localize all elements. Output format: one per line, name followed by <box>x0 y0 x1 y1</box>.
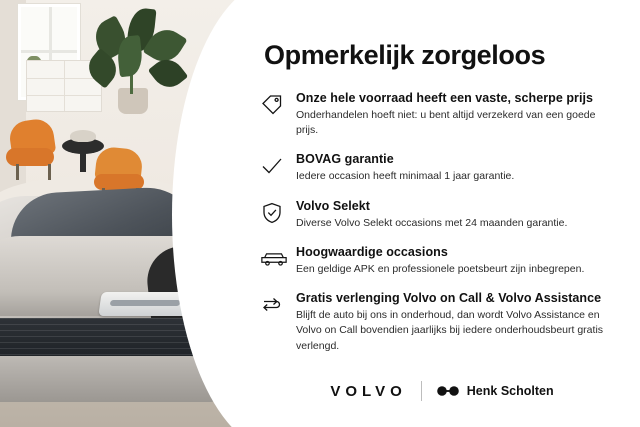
feature-description: Blijft de auto bij ons in onderhoud, dan wordt Volvo Assistance en Volvo on Call bovendien jaarlijks bij iedere onderhoudsbeurt gratis verlengd. <box>296 309 604 352</box>
feature-title: BOVAG garantie <box>296 152 394 167</box>
chair-leg <box>48 164 51 180</box>
feature-description: Diverse Volvo Selekt occasions met 24 maanden garantie. <box>296 216 568 229</box>
dealer-branding <box>436 384 554 398</box>
list-item <box>260 245 614 277</box>
feature-description: Onderhandelen hoeft niet: u bent altijd verzekerd van een goede prijs. <box>296 109 596 137</box>
list-item <box>260 291 614 354</box>
side-table-leg <box>80 150 86 172</box>
feature-title: Onze hele voorraad heeft een vaste, scherpe prijs <box>296 91 594 105</box>
plant-pot <box>118 88 148 114</box>
exchange-arrows-icon <box>260 291 296 317</box>
list-item <box>260 199 614 231</box>
dealer-name: Henk Scholten <box>466 384 554 398</box>
volvo-logo-text: VOLVO <box>330 382 407 400</box>
tag-icon <box>260 91 296 117</box>
page-title: Opmerkelijk zorgeloos <box>264 40 546 70</box>
lounge-chair-seat <box>6 148 54 166</box>
check-icon <box>260 152 296 178</box>
feature-description: Een geldige APK en professionele poetsbeurt zijn inbegrepen. <box>296 262 585 275</box>
list-item <box>260 91 614 138</box>
glasses-icon <box>436 384 460 398</box>
feature-description: Iedere occasion heeft minimaal 1 jaar garantie. <box>296 170 515 183</box>
footer <box>244 381 640 401</box>
decorative-bowl <box>70 130 96 142</box>
feature-title: Volvo Selekt <box>296 198 371 213</box>
car-bumper <box>0 356 220 402</box>
feature-list <box>260 91 614 354</box>
list-item <box>260 152 614 184</box>
divider <box>421 381 422 401</box>
showroom-photo <box>0 0 240 427</box>
promo-content <box>244 0 640 427</box>
chair-leg <box>16 164 19 180</box>
feature-title: Hoogwaardige occasions <box>296 244 448 259</box>
shield-check-icon <box>260 199 296 225</box>
car-icon <box>260 245 296 271</box>
feature-title: Gratis verlenging Volvo on Call & Volvo Assistance <box>296 291 602 306</box>
